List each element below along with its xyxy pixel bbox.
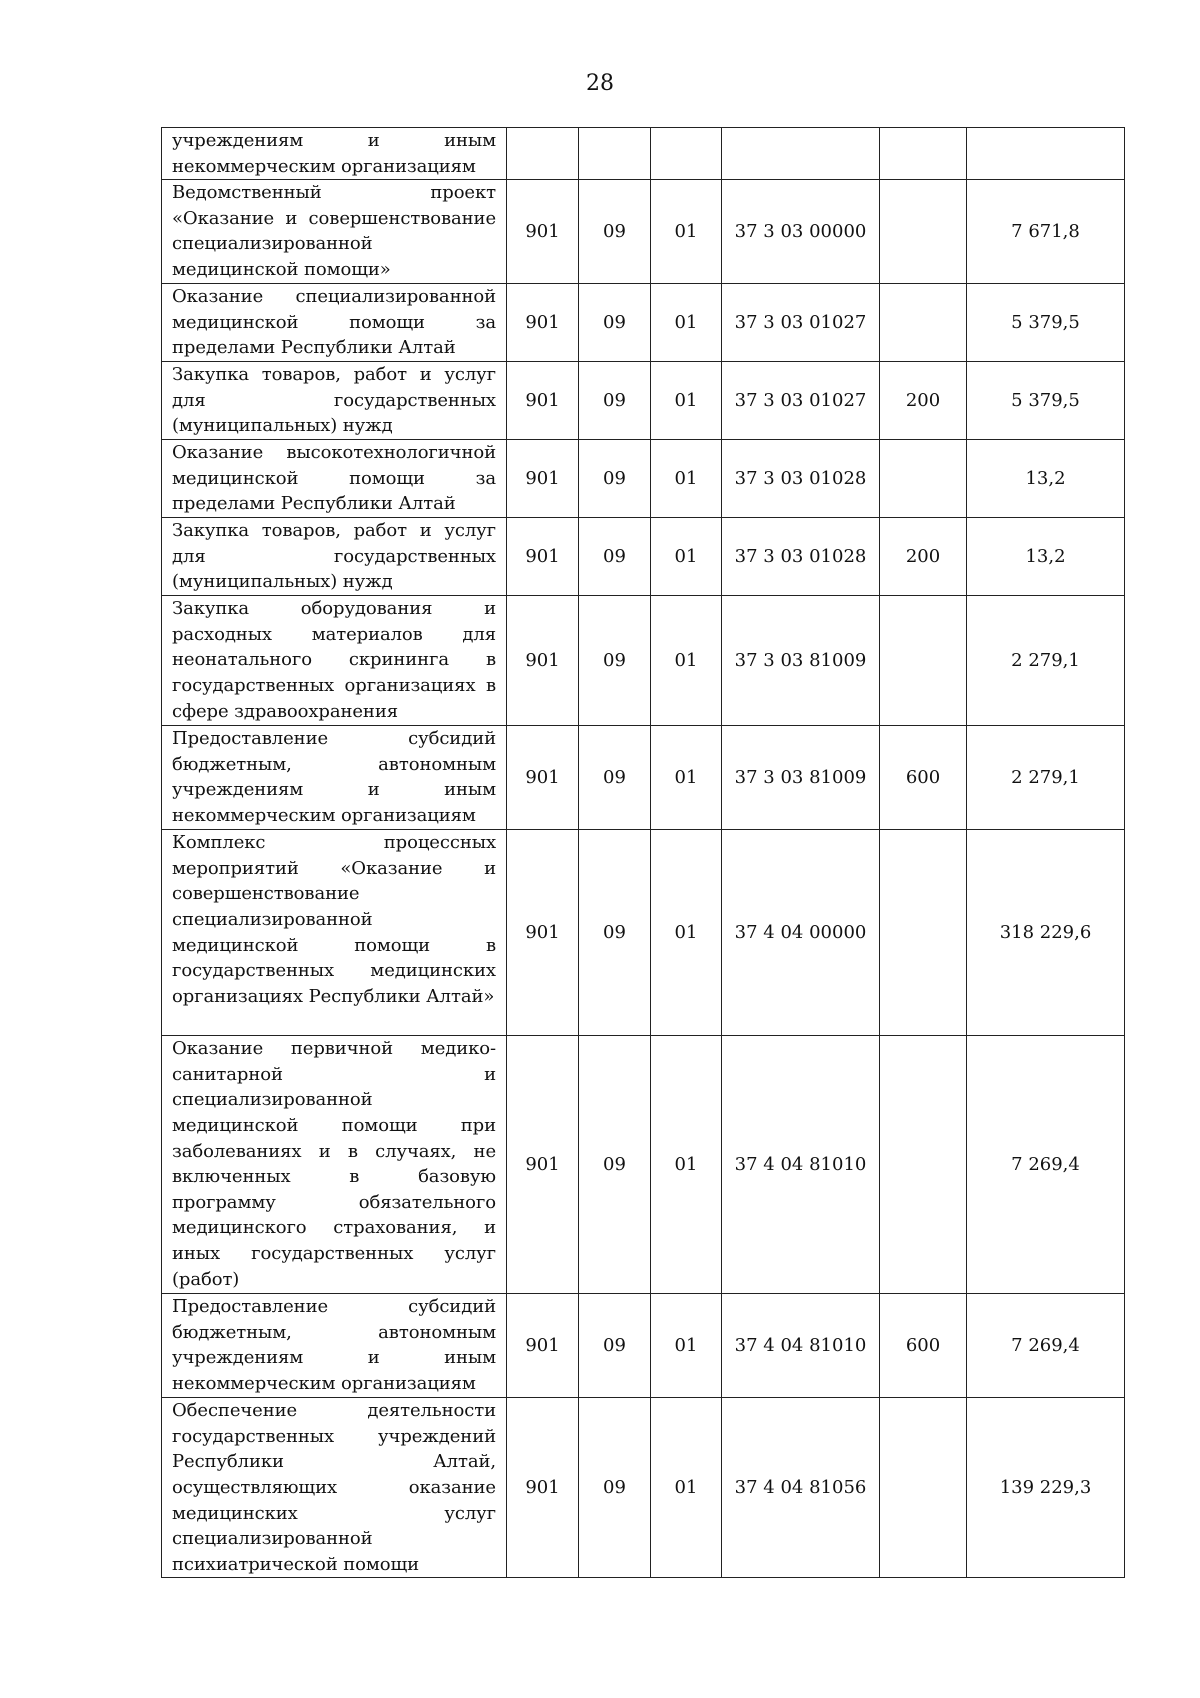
row-name: Закупка оборудования и расходных материалов для неонатального скрининга в государственных организациях в сфере здравоохранения	[162, 596, 507, 726]
row-vr	[880, 284, 967, 362]
table-row	[162, 1294, 1125, 1398]
row-name: Оказание первичной медико-санитарной и специализированной медицинской помощи при заболеваниях и в случаях, не включенных в базовую программу обязательного медицинского страхования, и иных государственных услуг (работ)	[162, 1036, 507, 1294]
row-ved	[507, 128, 579, 180]
row-amount: 13,2	[967, 518, 1125, 596]
row-ved: 901	[507, 518, 579, 596]
row-csr: 37 4 04 81010	[722, 1036, 880, 1294]
row-rz	[579, 128, 651, 180]
row-name: Комплекс процессных мероприятий «Оказание и совершенствование специализированной медицинской помощи в государственных медицинских организациях Республики Алтай»	[162, 830, 507, 1036]
table-row	[162, 830, 1125, 1036]
row-vr	[880, 180, 967, 284]
table-row	[162, 284, 1125, 362]
row-csr: 37 3 03 01027	[722, 284, 880, 362]
row-ved: 901	[507, 1294, 579, 1398]
row-amount: 2 279,1	[967, 596, 1125, 726]
row-pr: 01	[651, 1036, 722, 1294]
row-rz: 09	[579, 1294, 651, 1398]
row-name: учреждениям и иным некоммерческим организациям	[162, 128, 507, 180]
table-row	[162, 1398, 1125, 1578]
row-csr: 37 4 04 81010	[722, 1294, 880, 1398]
table-row	[162, 440, 1125, 518]
page-number: 28	[586, 71, 614, 96]
table-row	[162, 726, 1125, 830]
row-amount: 318 229,6	[967, 830, 1125, 1036]
row-vr: 200	[880, 518, 967, 596]
row-vr	[880, 1036, 967, 1294]
row-pr: 01	[651, 1398, 722, 1578]
budget-table	[161, 127, 1125, 1578]
row-vr	[880, 596, 967, 726]
row-rz: 09	[579, 180, 651, 284]
row-ved: 901	[507, 362, 579, 440]
row-vr: 600	[880, 726, 967, 830]
row-pr: 01	[651, 440, 722, 518]
row-ved: 901	[507, 596, 579, 726]
row-rz: 09	[579, 596, 651, 726]
row-csr: 37 4 04 81056	[722, 1398, 880, 1578]
row-name: Предоставление субсидий бюджетным, автономным учреждениям и иным некоммерческим организациям	[162, 1294, 507, 1398]
row-csr: 37 3 03 81009	[722, 596, 880, 726]
table-row	[162, 1036, 1125, 1294]
row-rz: 09	[579, 830, 651, 1036]
row-name: Предоставление субсидий бюджетным, автономным учреждениям и иным некоммерческим организациям	[162, 726, 507, 830]
row-pr: 01	[651, 1294, 722, 1398]
row-name: Закупка товаров, работ и услуг для государственных (муниципальных) нужд	[162, 518, 507, 596]
row-amount: 7 269,4	[967, 1294, 1125, 1398]
row-ved: 901	[507, 180, 579, 284]
row-pr: 01	[651, 284, 722, 362]
row-pr: 01	[651, 596, 722, 726]
row-amount: 2 279,1	[967, 726, 1125, 830]
row-pr: 01	[651, 180, 722, 284]
table-row	[162, 180, 1125, 284]
row-csr: 37 3 03 01027	[722, 362, 880, 440]
row-name: Закупка товаров, работ и услуг для государственных (муниципальных) нужд	[162, 362, 507, 440]
row-rz: 09	[579, 1398, 651, 1578]
table-row	[162, 596, 1125, 726]
table-row	[162, 128, 1125, 180]
row-amount: 7 269,4	[967, 1036, 1125, 1294]
row-vr	[880, 440, 967, 518]
row-name: Обеспечение деятельности государственных учреждений Республики Алтай, осуществляющих оказание медицинских услуг специализированной психиатрической помощи	[162, 1398, 507, 1578]
row-vr	[880, 128, 967, 180]
row-amount: 5 379,5	[967, 284, 1125, 362]
row-ved: 901	[507, 726, 579, 830]
row-csr: 37 3 03 01028	[722, 518, 880, 596]
row-vr: 600	[880, 1294, 967, 1398]
row-vr	[880, 1398, 967, 1578]
row-csr: 37 3 03 00000	[722, 180, 880, 284]
row-ved: 901	[507, 1398, 579, 1578]
row-amount: 7 671,8	[967, 180, 1125, 284]
row-pr: 01	[651, 830, 722, 1036]
row-ved: 901	[507, 440, 579, 518]
row-vr: 200	[880, 362, 967, 440]
row-rz: 09	[579, 362, 651, 440]
row-csr: 37 4 04 00000	[722, 830, 880, 1036]
row-csr	[722, 128, 880, 180]
row-name: Ведомственный проект «Оказание и совершенствование специализированной медицинской помощи»	[162, 180, 507, 284]
row-pr: 01	[651, 726, 722, 830]
row-ved: 901	[507, 1036, 579, 1294]
row-pr	[651, 128, 722, 180]
row-csr: 37 3 03 01028	[722, 440, 880, 518]
table-row	[162, 518, 1125, 596]
row-ved: 901	[507, 830, 579, 1036]
row-vr	[880, 830, 967, 1036]
row-pr: 01	[651, 362, 722, 440]
row-rz: 09	[579, 726, 651, 830]
row-rz: 09	[579, 440, 651, 518]
row-rz: 09	[579, 518, 651, 596]
table-row	[162, 362, 1125, 440]
row-pr: 01	[651, 518, 722, 596]
row-amount: 5 379,5	[967, 362, 1125, 440]
row-rz: 09	[579, 1036, 651, 1294]
row-name: Оказание высокотехнологичной медицинской помощи за пределами Республики Алтай	[162, 440, 507, 518]
row-name: Оказание специализированной медицинской помощи за пределами Республики Алтай	[162, 284, 507, 362]
row-csr: 37 3 03 81009	[722, 726, 880, 830]
row-amount	[967, 128, 1125, 180]
row-rz: 09	[579, 284, 651, 362]
row-amount: 13,2	[967, 440, 1125, 518]
row-amount: 139 229,3	[967, 1398, 1125, 1578]
row-ved: 901	[507, 284, 579, 362]
